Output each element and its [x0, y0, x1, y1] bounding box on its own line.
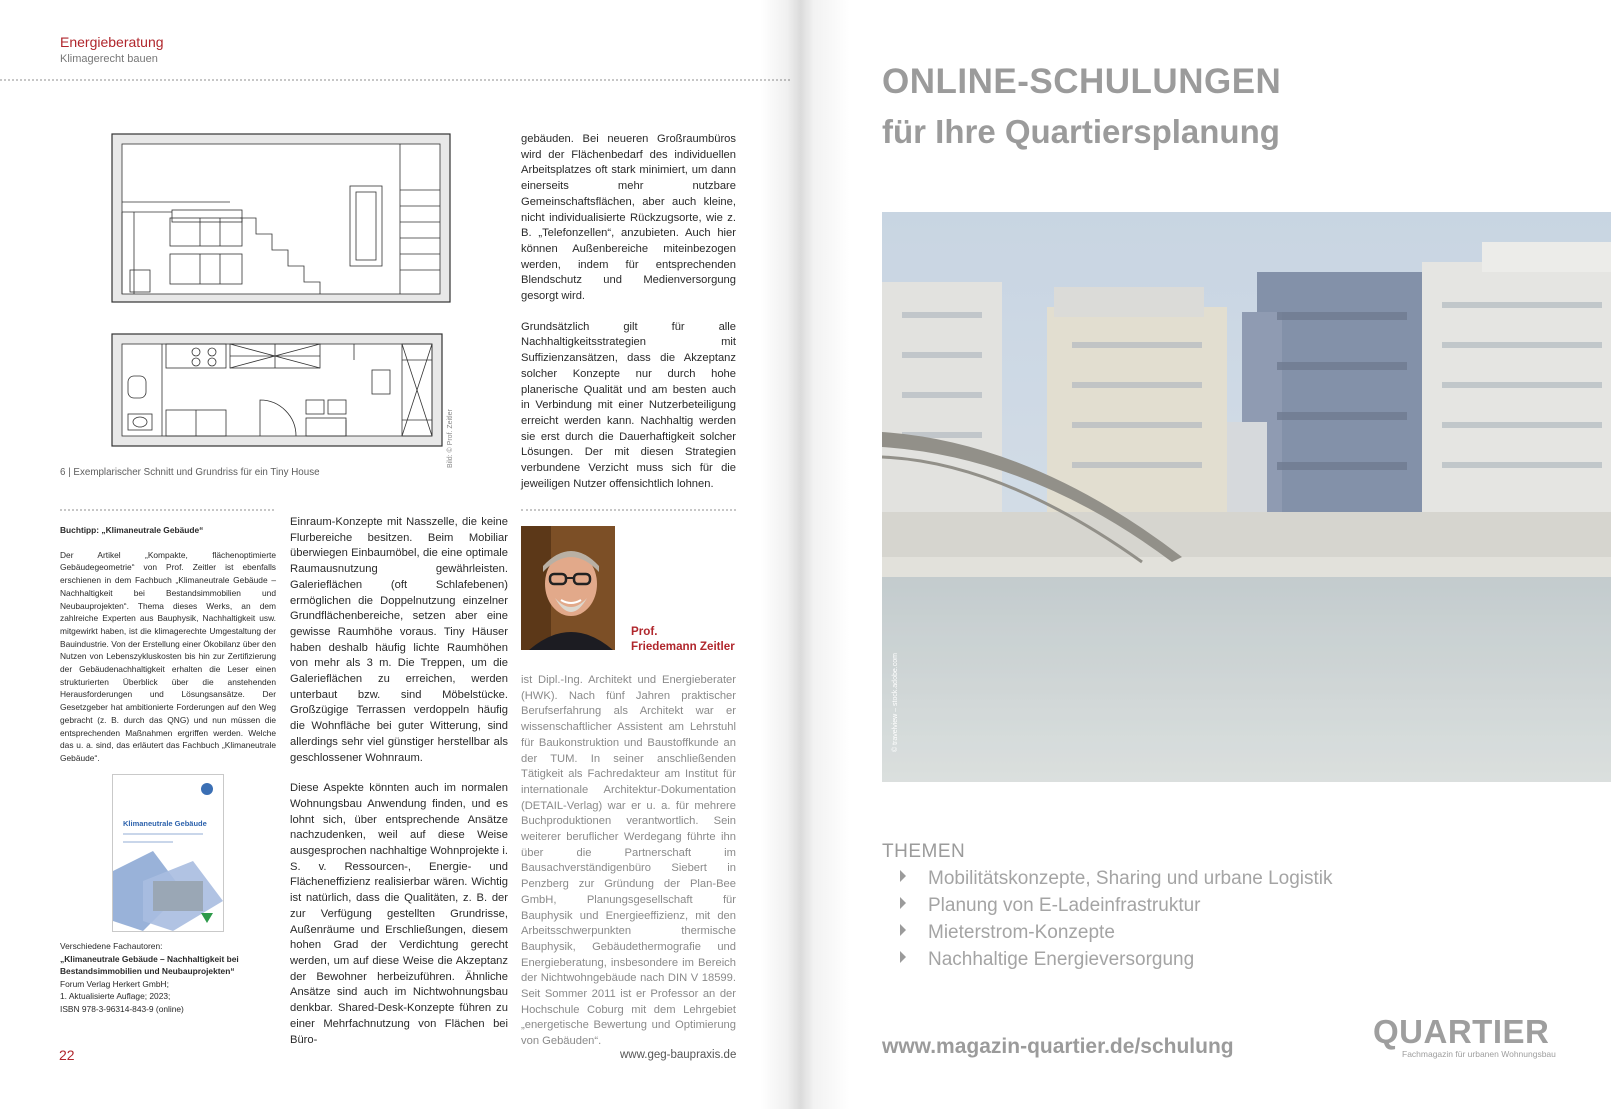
book-cover-graphic	[113, 851, 223, 931]
tiny-house-section	[112, 134, 450, 302]
ad-title: ONLINE-SCHULUNGEN	[882, 62, 1282, 101]
header-divider	[0, 79, 790, 81]
chevron-right-icon	[900, 897, 906, 909]
topics-heading: THEMEN	[882, 841, 966, 862]
book-ref-publisher: Forum Verlag Herkert GmbH;	[60, 978, 169, 989]
chevron-right-icon	[900, 951, 906, 963]
paragraph: gebäuden. Bei neueren Großraumbüros wird der Flächenbedarf des individuellen Arbeitsplatzes oft stark minimiert, um dann einerseits mehr nutzbare Gemeinschaftsflächen, aber auch kleine, nicht individualisierte Rückzugsorte, wie z. B. „Telefonzellen“, anzubieten. Auch hier können Außenbereiche miteinbezogen werden, indem für entsprechenden Blendschutz und Medienversorgung gesorgt wird.	[521, 133, 736, 303]
footer-url: www.geg-baupraxis.de	[620, 1049, 737, 1061]
book-tip-title: Buchtipp: „Klimaneutrale Gebäude“	[60, 525, 204, 535]
book-ref-edition: 1. Aktualisierte Auflage; 2023;	[60, 991, 171, 1001]
text-column-middle	[290, 515, 508, 1063]
author-photo	[521, 526, 615, 650]
ad-url-link[interactable]: www.magazin-quartier.de/schulung	[882, 1035, 1234, 1058]
tiny-house-drawing	[110, 130, 455, 465]
waterfront-photo	[882, 212, 1611, 782]
book-ref-title: „Klimaneutrale Gebäude – Nachhaltigkeit bei Bestandsimmobilien und Neubauprojekten“	[60, 953, 239, 976]
left-page	[0, 0, 790, 1109]
book-cover-title: Klimaneutrale Gebäude	[123, 819, 207, 828]
paragraph: Diese Aspekte könnten auch im normalen Wohnungsbau Anwendung finden, und es lohnt sich, über entsprechende Ansätze nachzudenken, weil auf diese Weise ausgesprochen nachhaltige Wohnprojekte i. S. v. Ressourcen-, Energie- und Flächeneffizienz realisierbar wären. Wichtig ist natürlich, dass die Qualitäten, z. B. der zur Verfügung gestellten Grundrisse, Außenräume und Erschließungen, diesem hohen Grad der Verdichtung gerecht werden, um auf diese Weise die Akzeptanz der Bewohner herbeizuführen. Ähnliche Ansätze sind auch im Nichtwohnungsbau denkbar. Shared-Desk-Konzepte führen zu einer Mehrfachnutzung von Flächen bei Büro-	[290, 782, 508, 1046]
figure-caption: 6 | Exemplarischer Schnitt und Grundriss für ein Tiny House	[60, 467, 320, 478]
book-reference	[60, 940, 280, 1015]
book-tip-box	[60, 524, 276, 777]
paragraph: Einraum-Konzepte mit Nasszelle, die keine Flurbereiche besitzen. Beim Mobiliar überwiegen Einbaumöbel, die eine optimale Raumausnutzung gewährleisten. Galerieflächen (oft Schlafebenen) ermöglichen die Doppelnutzung einzelner Grundflächenbereiche, setzen aber eine gewisse Raumhöhe voraus. Tiny Häuser haben deshalb häufig lichte Raumhöhen von mehr als 3 m. Die Treppen, um die Galerieflächen zu erreichen, werden unterbaut bzw. sind Möbelstücke. Großzügige Terrassen verdoppeln häufig die Wohnfläche bei guter Witterung, sind allerdings sehr viel günstiger herstellbar als geschlossener Wohnraum.	[290, 516, 508, 764]
author-name: Prof. Friedemann Zeitler	[631, 625, 735, 653]
page-gutter	[760, 0, 850, 1109]
topic-item: Mieterstrom-Konzepte	[900, 922, 1115, 944]
book-tip-body: Der Artikel „Kompakte, flächenoptimierte Gebäudegeometrie“ von Prof. Zeitler ist ebenfalls erschienen in dem Fachbuch „Klimaneutrale Gebäude – Nachhaltigkeit bei Bestandsimmobilien und Neubauprojekten“. Thema dieses Werks, an dem zahlreiche Experten aus Bauphysik, Nachhaltigkeit usw. mitgewirkt haben, ist die klimagerechte Umgestaltung der Bauindustrie. Von der Erstellung einer Ökobilanz über den Nutzen von Lebenszykluskosten bis hin zur Zertifizierung der Gebäudenachhaltigkeit erhalten die Leser einen strukturierten Überblick über die anstehenden Herausforderungen und Lösungsansätze. Der Gesetzgeber hat ambitionierte Forderungen auf den Weg gebracht (z. B. durch das QNG) und nun müssen die entsprechenden Maßnahmen ergriffen werden. Welche das u. a. sind, das erläutert das Fachbuch „Klimaneutrale Gebäude“.	[60, 549, 276, 763]
author-divider	[521, 509, 736, 511]
chevron-right-icon	[900, 870, 906, 882]
book-ref-authors: Verschiedene Fachautoren:	[60, 941, 163, 951]
topic-item: Nachhaltige Energieversorgung	[900, 949, 1194, 971]
quartier-logo-tagline: Fachmagazin für urbanen Wohnungsbau	[1402, 1049, 1556, 1059]
photo-credit: © travelview – stock.adobe.com	[892, 653, 899, 752]
book-cover-image	[112, 774, 224, 932]
section-title: Energieberatung	[60, 34, 164, 50]
book-ref-isbn: ISBN 978-3-96314-843-9 (online)	[60, 1003, 184, 1014]
ad-subtitle: für Ihre Quartiersplanung	[882, 113, 1280, 150]
paragraph: Grundsätzlich gilt für alle Nachhaltigkeitsstrategien mit Suffizienzansätzen, dass die Akzeptanz solcher Konzepte nur durch hohe planerische Qualität und am besten auch in Verbindung mit einer Nutzerbeteiligung erreicht werden kann. Nachhaltig werden sie erst durch die Dauerhaftigkeit solcher Lösungen. Der mit diesen Strategien verbundene Verzicht muss sich für die jeweiligen Nutzer offensichtlich lohnen.	[521, 320, 736, 490]
figure-credit: Bild: © Prof. Zeitler	[447, 409, 454, 468]
sidebar-divider	[60, 509, 274, 511]
section-subtitle: Klimagerecht bauen	[60, 53, 158, 65]
text-column-right-top	[521, 132, 736, 507]
topic-item: Mobilitätskonzepte, Sharing und urbane Logistik	[900, 868, 1333, 890]
tiny-house-floorplan	[112, 334, 442, 446]
publisher-logo	[201, 783, 213, 795]
page-number: 22	[59, 1047, 75, 1063]
quartier-logo: QUARTIER	[1373, 1013, 1550, 1050]
author-bio: ist Dipl.-Ing. Architekt und Energieberater (HWK). Nach fünf Jahren praktischer Berufserfahrung als Architekt war er wissenschaftlicher Assistent am Lehrstuhl für Baukonstruktion und Baustoffkunde an der TUM. In seiner anschließenden Tätigkeit als Fachredakteur am Institut für internationale Architektur-Dokumentation (DETAIL-Verlag) war er u. a. für mehrere Buchproduktionen verantwortlich. Sein weiterer beruflicher Werdegang führte ihn über die Partnerschaft im Bausachverständigenbüro Siebert in Penzberg zur Gründung der Plan-Bee GmbH, Planungsgesellschaft für Bauphysik und Energieeffizienz, mit den Arbeitsschwerpunkten thermische Bauphysik, Gebäudethermografie und Energieberatung, insbesondere im Bereich der Nichtwohngebäude nach DIN V 18599. Seit Sommer 2011 ist er Professor an der Hochschule Coburg mit dem Lehrgebiet „energetische Bewertung und Optimierung von Gebäuden“.	[521, 674, 736, 1048]
chevron-right-icon	[900, 924, 906, 936]
topic-item: Planung von E-Ladeinfrastruktur	[900, 895, 1201, 917]
